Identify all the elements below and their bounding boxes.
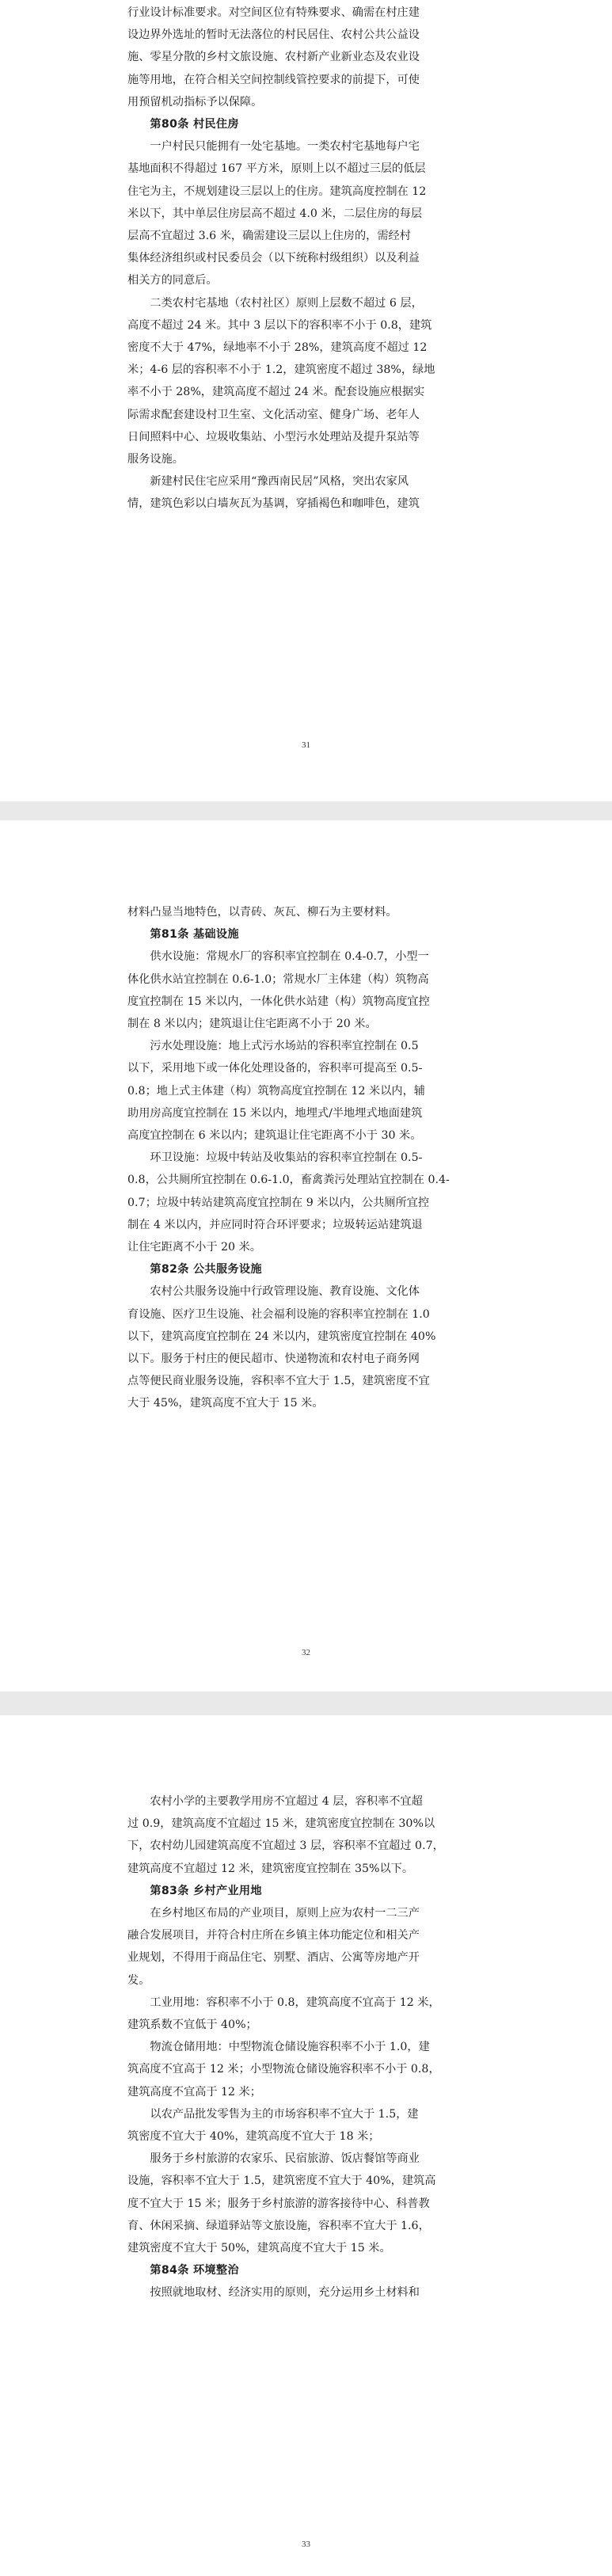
- paragraph: 农村公共服务设施中行政管理设施、教育设施、文化体 育设施、医疗卫生设施、社会福利设施的容积率宜控制在 1.0 以下，建筑高度宜控制在 24 米以内，建筑密度宜控制在 40% 以下。服务于村庄的便民超市、快递物流和农村电子商务网 点等便民商业服务设施，容积率不宜大于 1.5，建筑密度不宜 大于 45%，建筑高度不宜大于 15 米。: [127, 1285, 436, 1410]
- paragraph: 以农产品批发零售为主的市场容积率不宜大于 1.5，建 筑密度不宜大于 40%，建筑高度不宜大于 18 米；: [127, 2107, 419, 2144]
- paragraph: 物流仓储用地：中型物流仓储设施容积率不小于 1.0，建 筑高度不宜高于 12 米；小型物流仓储设施容积率不小于 0.8， 建筑高度不宜高于 12 米；: [127, 2041, 440, 2098]
- paragraph: 污水处理设施：地上式污水场站的容积率宜控制在 0.5 以下，采用地下或一体化处理设备的，容积率可提高至 0.5- 0.8；地上式主体建（构）筑物高度宜控制在 12 米以内，辅 助用房高度宜控制在 15 米以内，地埋式/半地埋式地面建筑 高度宜控制在 6 米以内；建筑退让住宅距离不小于 30 米。: [127, 1040, 425, 1143]
- paragraph: 二类农村宅基地（农村社区）原则上层数不超过 6 层， 高度不超过 24 米。其中 3 层以下的容积率不小于 0.8，建筑 密度不大于 47%，绿地率不小于 28%，建筑高度不超过 12 米；4-6 层的容积率不小于 1.2，建筑密度不超过 38%，绿地 率不小于 28%，建筑高度不超过 24 米。配套设施应根据实 际需求配套建设村卫生室、文化活动室、健身广场、老年人 日间照料中心、垃圾收集站、小型污水处理站及提升泵站等 服务设施。: [127, 296, 435, 466]
- page-number: 32: [302, 1648, 310, 1657]
- paragraph: 服务于乡村旅游的农家乐、民宿旅游、饭店餐馆等商业 设施，容积率不宜大于 1.5，建筑密度不宜大于 40%，建筑高 度不宜大于 15 米；服务于乡村旅游的游客接待中心、科普教 育、休闲采摘、绿道驿站等文旅设施，容积率不宜大于 1.6， 建筑密度不宜大于 50%，建筑高度不宜大于 15 米。: [127, 2152, 436, 2255]
- page-body: [127, 2, 533, 516]
- paragraph: 工业用地：容积率不小于 0.8，建筑高度不宜高于 12 米， 建筑系数不宜低于 40%；: [127, 1996, 440, 2032]
- page-body: [127, 901, 533, 1415]
- article-heading-84: 第84条 环境整治: [150, 2264, 239, 2277]
- page-number: 31: [302, 740, 310, 750]
- document-page-32: [0, 820, 612, 1691]
- document-page-31: [0, 0, 612, 801]
- paragraph: 新建村民住宅应采用“豫西南民居”风格，突出农家风 情，建筑色彩以白墙灰瓦为基调，穿插褐色和咖啡色，建筑: [127, 475, 420, 511]
- paragraph: 一户村民只能拥有一处宅基地。一类农村宅基地每户宅 基地面积不得超过 167 平方米，原则上以不超过三层的低层 住宅为主，不规划建设三层以上的住房。建筑高度控制在 12 米以下，其中单层住房层高不超过 4.0 米，二层住房的每层 层高不宜超过 3.6 米，确需建设三层以上住房的，需经村 集体经济组织或村民委员会（以下统称村级组织）以及利益 相关方的同意后。: [127, 140, 427, 287]
- paragraph: 材料凸显当地特色，以青砖、灰瓦、柳石为主要材料。: [127, 906, 397, 919]
- document-page-33: [0, 1715, 612, 2576]
- paragraph: 供水设施：常规水厂的容积率宜控制在 0.4-0.7，小型一 体化供水站宜控制在 0.6-1.0；常规水厂主体建（构）筑物高 度宜控制在 15 米以内，一体化供水站建（构）筑物高度宜控 制在 8 米以内；建筑退让住宅距离不小于 20 米。: [127, 950, 430, 1031]
- page-number: 33: [302, 2540, 310, 2549]
- article-heading-81: 第81条 基础设施: [150, 928, 239, 942]
- paragraph: 农村小学的主要教学用房不宜超过 4 层，容积率不宜超 过 0.9，建筑高度不宜超过 15 米，建筑密度宜控制在 30%以 下，农村幼儿园建筑高度不宜超过 3 层，容积率不宜超过 0.7， 建筑高度不宜超过 12 米，建筑密度宜控制在 35%以下。: [127, 1795, 444, 1875]
- article-heading-80: 第80条 村民住房: [150, 118, 239, 131]
- paragraph: 环卫设施：垃圾中转站及收集站的容积率宜控制在 0.5- 0.8，公共厕所宜控制在 0.6-1.0，畜禽粪污处理站宜控制在 0.4- 0.7；垃圾中转站建筑高度宜控制在 9 米以内，公共厕所宜控 制在 4 米以内，并应同时符合环评要求；垃圾转运站建筑退 让住宅距离不小于 20 米。: [127, 1151, 450, 1254]
- page-body: [127, 1790, 533, 2304]
- paragraph: 在乡村地区布局的产业项目，原则上应为农村一二三产 融合发展项目，并符合村庄所在乡镇主体功能定位和相关产 业规划，不得用于商品住宅、别墅、酒店、公寓等房地产开 发。: [127, 1907, 420, 1987]
- paragraph: 行业设计标准要求。对空间区位有特殊要求、确需在村庄建 设边界外选址的暂时无法落位的村民居住、农村公共公益设 施、零星分散的乡村文旅设施、农村新产业新业态及农业设 施等用地，在符合相关空间控制线管控要求的前提下，可使 用预留机动指标予以保障。: [127, 6, 420, 108]
- article-heading-82: 第82条 公共服务设施: [150, 1263, 262, 1277]
- article-heading-83: 第83条 乡村产业用地: [150, 1884, 262, 1897]
- paragraph: 按照就地取材、经济实用的原则，充分运用乡土材料和: [150, 2286, 420, 2300]
